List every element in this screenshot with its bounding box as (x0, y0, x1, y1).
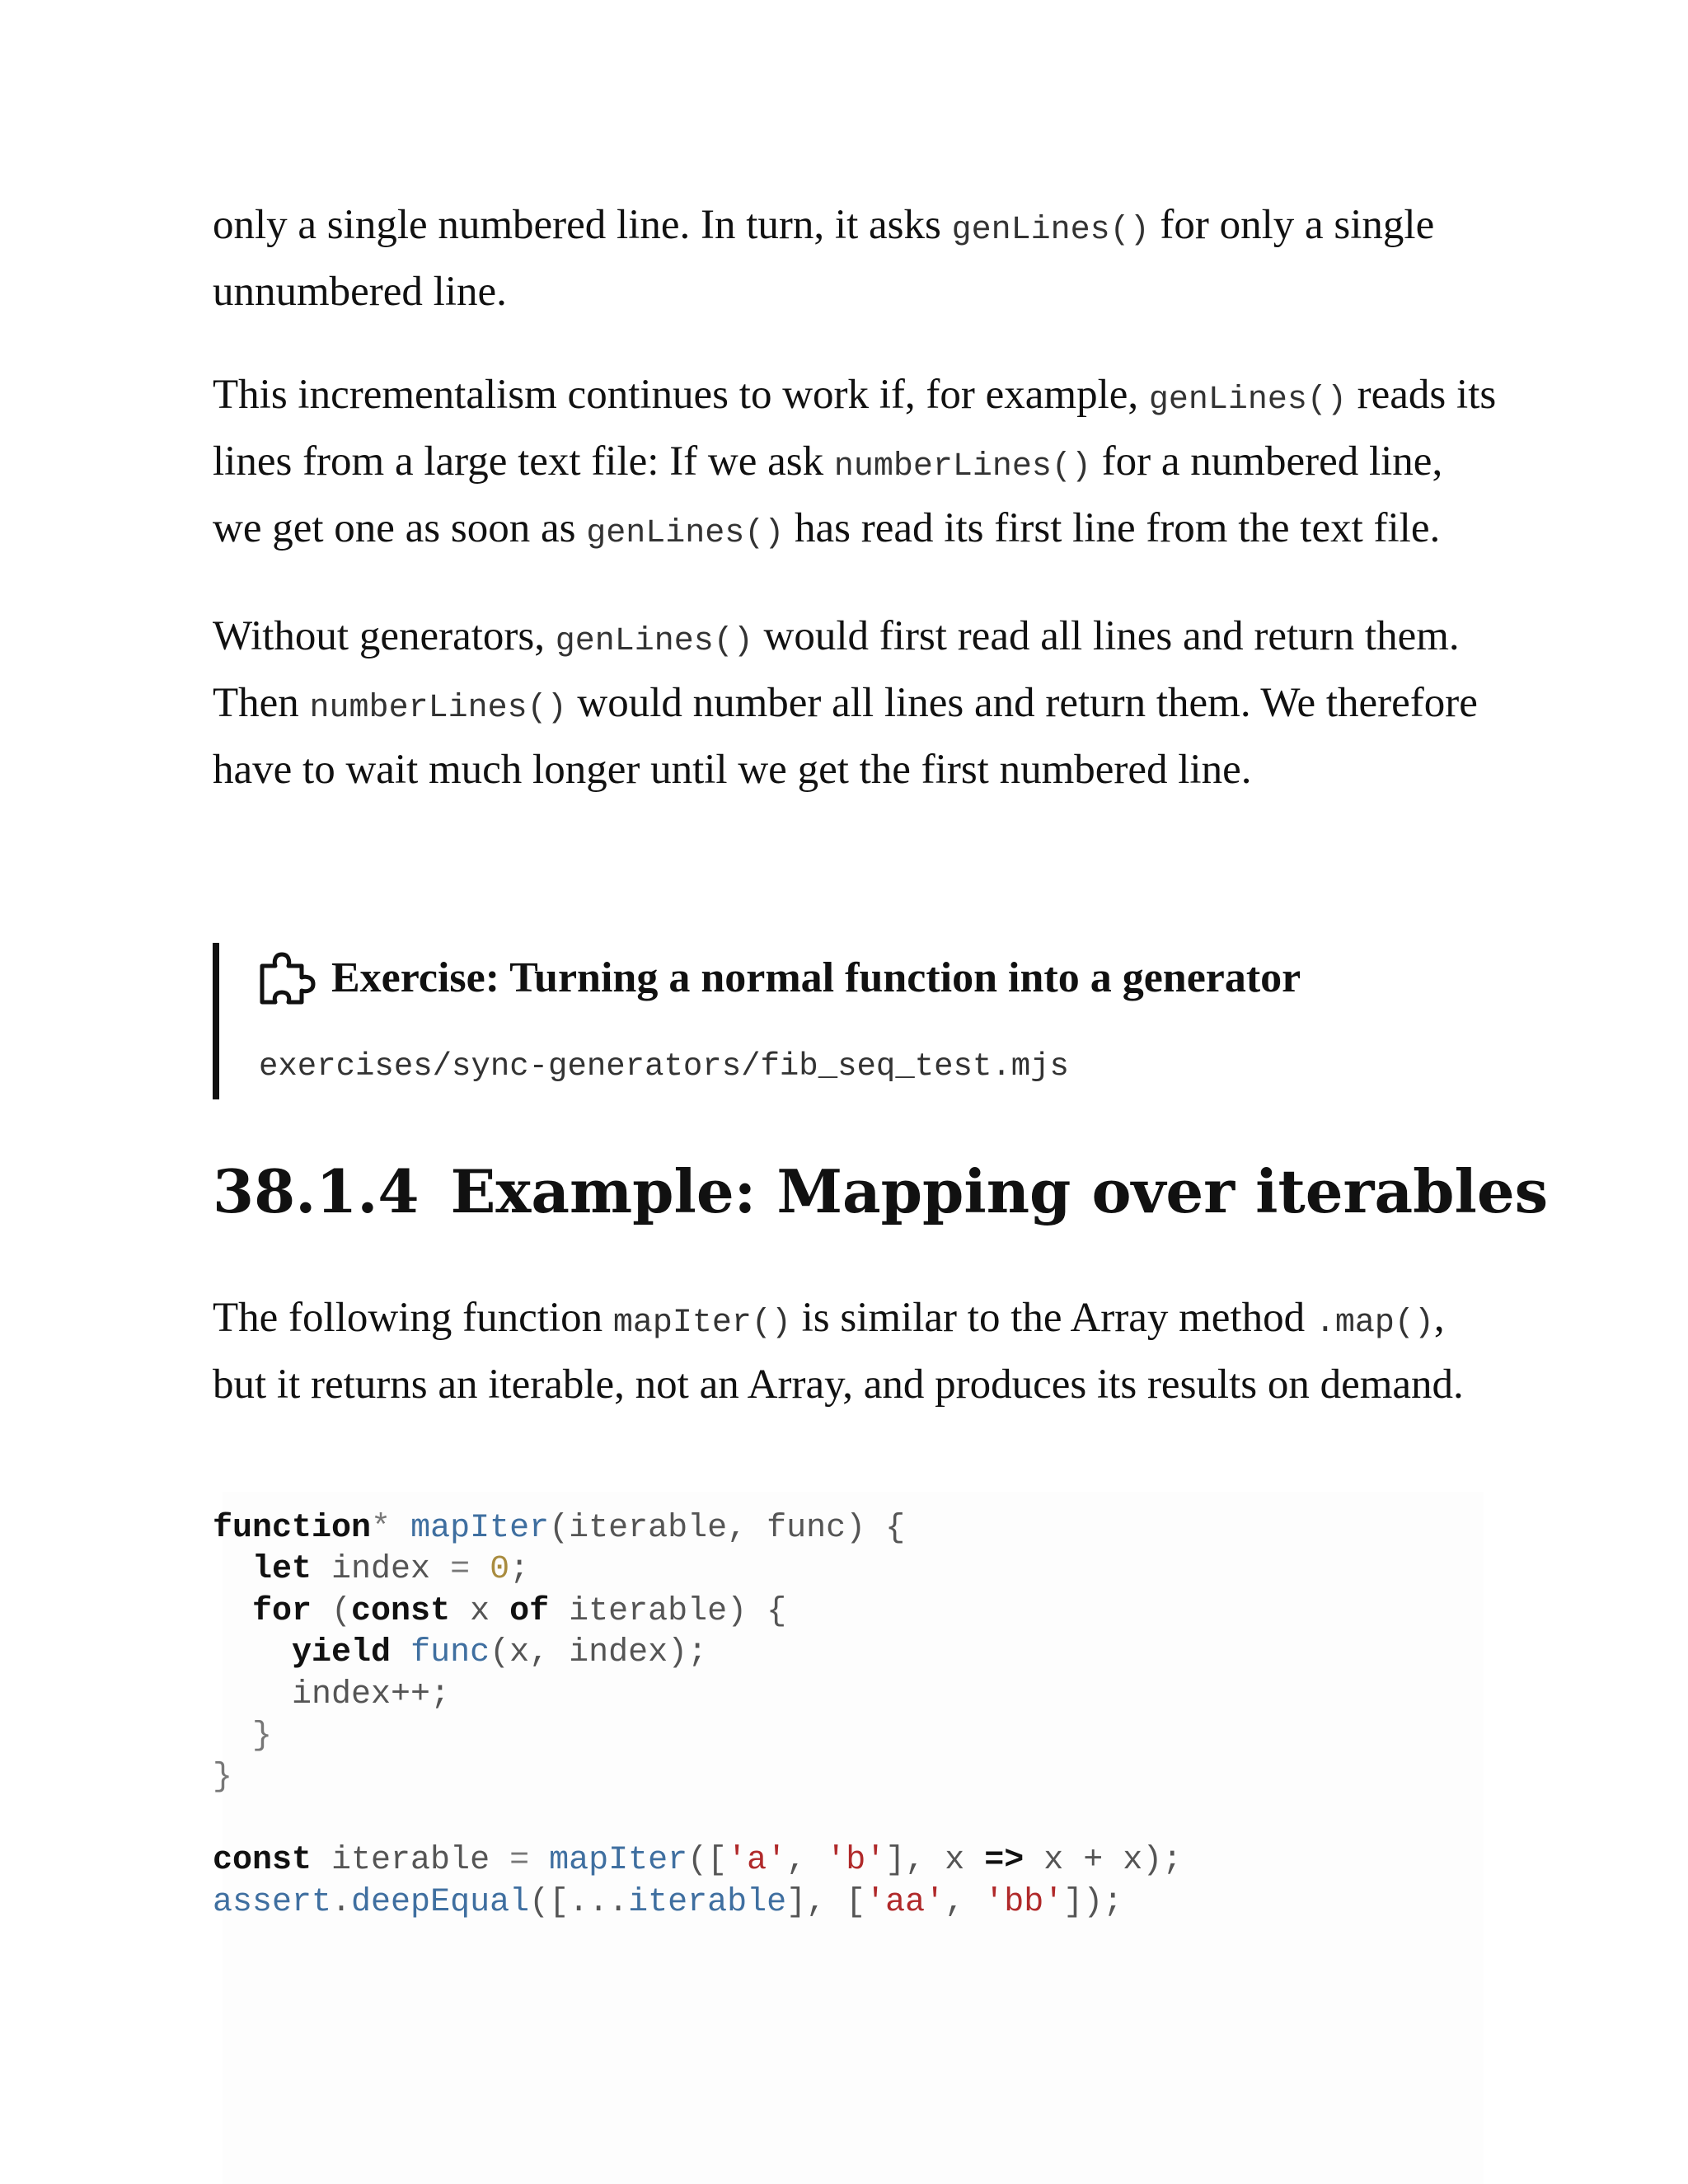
code-token: => (984, 1842, 1025, 1880)
code-token: , (786, 1842, 827, 1880)
text: would first read all lines and return them. Then (213, 613, 1460, 726)
code-token: const (213, 1842, 312, 1880)
inline-code: genLines() (951, 212, 1150, 249)
code-token: 'bb' (984, 1883, 1064, 1921)
code-token: ; (509, 1551, 530, 1589)
text: only a single numbered line. In turn, it asks (213, 202, 952, 248)
text: would number all lines and return them. We therefore have to wait much longer until we get the first numbered line. (213, 680, 1478, 793)
code-token: mapIter (549, 1842, 688, 1880)
code-token: = (450, 1551, 471, 1589)
section-number: 38.1.4 (213, 1156, 420, 1226)
inline-code: .map() (1315, 1305, 1434, 1342)
code-token: index++; (292, 1675, 451, 1713)
code-token: iterable (312, 1842, 510, 1880)
text: for a numbered line, we get one as soon as (213, 438, 1443, 551)
exercise-title: Exercise: Turning a normal function into a generator (331, 954, 1301, 1001)
code-token: x (450, 1592, 510, 1630)
text: Without generators, (213, 613, 556, 659)
text: This incrementalism continues to work if, for example, (213, 372, 1149, 418)
code-token: } (213, 1759, 233, 1797)
exercise-file-path: exercises/sync-generators/fib_seq_test.mjs (259, 1048, 1069, 1085)
exercise-callout (213, 943, 1498, 1099)
code-token: assert (213, 1883, 332, 1921)
code-token: 'b' (826, 1842, 886, 1880)
code-token: , (945, 1883, 985, 1921)
code-token: . (331, 1883, 352, 1921)
section-heading (213, 1152, 1548, 1231)
code-token: let (252, 1551, 312, 1589)
code-token: index (312, 1551, 451, 1589)
section-title: Example: Mapping over iterables (450, 1156, 1549, 1226)
text: , but it returns an iterable, not an Array, and produces its results on demand. (213, 1295, 1464, 1408)
text: is similar to the Array method (790, 1295, 1315, 1341)
code-token: } (252, 1718, 273, 1755)
inline-code: mapIter() (612, 1305, 791, 1342)
code-token: = (509, 1842, 530, 1880)
inline-code: numberLines() (833, 448, 1091, 485)
code-token: ]); (1063, 1883, 1123, 1921)
code-token: ([ (687, 1842, 728, 1880)
exercise-heading (257, 949, 1301, 1005)
text: The following function (213, 1295, 613, 1341)
code-token: of (509, 1592, 550, 1630)
code-token: const (351, 1592, 451, 1630)
paragraph-3 (213, 606, 1498, 801)
code-token: iterable) { (549, 1592, 787, 1630)
paragraph-4 (213, 1287, 1498, 1416)
code-token: mapIter (410, 1510, 550, 1547)
code-token: 'aa' (865, 1883, 945, 1921)
code-token: deepEqual (351, 1883, 530, 1921)
code-token: yield (292, 1634, 392, 1672)
text: reads its lines from a large text file: If we ask (213, 372, 1497, 485)
body-text (213, 194, 1498, 801)
code-block (213, 1508, 1182, 1924)
code-token: for (252, 1592, 312, 1630)
puzzle-piece-icon (257, 949, 318, 1005)
inline-code: numberLines() (309, 690, 567, 727)
code-token: ( (312, 1592, 352, 1630)
text: has read its first line from the text file. (784, 505, 1441, 551)
text: for only a single unnumbered line. (213, 202, 1435, 315)
inline-code: genLines() (586, 515, 785, 552)
code-token: * (371, 1510, 392, 1547)
body-text-2 (213, 1287, 1498, 1416)
code-token: ], x (885, 1842, 985, 1880)
code-token: (iterable, func) { (549, 1510, 906, 1547)
code-token: function (213, 1510, 372, 1547)
paragraph-2 (213, 364, 1498, 565)
code-token: ], [ (786, 1883, 866, 1921)
code-token: func (410, 1634, 490, 1672)
paragraph-1 (213, 194, 1498, 323)
code-token: iterable (628, 1883, 787, 1921)
inline-code: genLines() (555, 623, 753, 660)
code-token: 'a' (727, 1842, 787, 1880)
inline-code: genLines() (1148, 382, 1347, 419)
code-token: ([... (529, 1883, 629, 1921)
code-token: 0 (490, 1551, 510, 1589)
code-token: (x, index); (490, 1634, 708, 1672)
callout-bar (213, 943, 219, 1099)
code-token: x + x); (1024, 1842, 1183, 1880)
